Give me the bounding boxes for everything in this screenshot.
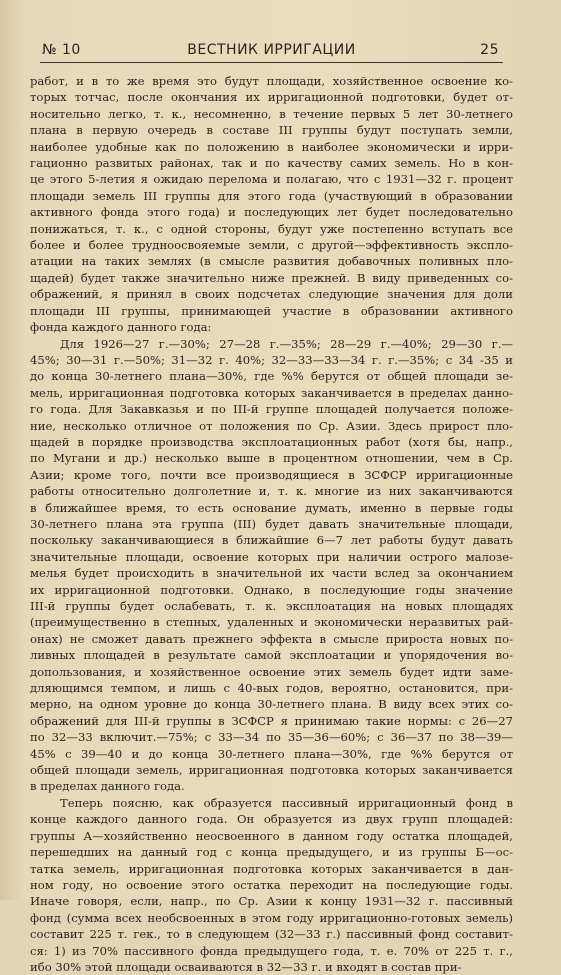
text-line: площади III группы, принимающей участие в образовании активного [30,303,513,318]
text-line: работ, и в то же время это будут площади, хозяйственное освоение ко- [30,74,513,88]
text-line: понижаться, т. к., с одной стороны, будут уже постепенно вступать все [30,221,513,236]
issue-number: № 10 [42,42,81,58]
text-line: мелья будет происходить в значительной их части вслед за окончанием [30,566,513,581]
text-line: ображений, я принял в своих подсчетах следующие значения для доли [30,287,513,302]
text-line: активного фонда этого года) и последующих лет будет последовательно [30,205,513,220]
text-line: ном году, но освоение этого остатка переходит на последующие годы. [30,877,513,892]
text-line: атации на таких землях (в смысле развития добавочных поливных пло- [30,254,513,269]
text-line: 45% с 39—40 и до конца 30-летнего плана—30%, где %% берутся от [30,746,513,761]
text-line: мель, ирригационная подготовка которых заканчивается в пределах данно- [30,385,513,400]
text-line: перешедших на данный год с конца предыдущего, и из группы Б—ос- [30,845,513,860]
text-line: ся: 1) из 70% пассивного фонда предыдущего года, т. е. 70% от 225 т. г., [30,943,513,958]
text-line: ибо 30% этой площади осваиваются в 32—33 г. и входят в состав при- [30,959,462,974]
text-line: допользования, и хозяйственное освоение этих земель будет идти заме- [30,664,513,679]
text-line: наиболее удобные как по положению в наиболее экономически и ирри- [30,139,513,154]
page-number: 25 [480,42,499,58]
text-line: работы относительно долголетние и, т. к. многие из них заканчиваются [30,484,513,499]
text-line: в ближайшее время, то есть основание думать, именно в первые годы [30,500,513,515]
text-line: площади земель III группы для этого года (участвующий в образовании [30,188,513,203]
article-body [30,73,513,975]
text-line: конце каждого данного года. Он образуется из двух групп площадей: [30,812,513,827]
text-line: фонд (сумма всех необсвоенных в этом году ирригационно-готовых земель) [30,910,513,925]
text-line: дляющимся темпом, и лишь с 40-вых годов, вероятно, остановится, при- [30,681,513,696]
text-line: группы А—хозяйственно неосвоенного в данном году остатка площадей, [30,828,513,843]
text-line: поскольку заканчивающиеся в ближайшие 6—7 лет работы будут давать [30,533,513,548]
text-line: более и более трудноосвояемые земли, с другой—эффективность экспло- [30,238,513,253]
text-line: ливных площадей в результате самой эксплоатации и упорядочения во- [30,648,513,663]
text-line: общей площади земель, ирригационная подготовка которых заканчивается [30,763,513,778]
text-line: Для 1926—27 г.—30%; 27—28 г.—35%; 28—29 г.—40%; 29—30 г.— [60,336,513,351]
text-line: в пределах данного года. [30,779,185,794]
text-line: Теперь поясню, как образуется пассивный ирригационный фонд в [60,795,513,810]
text-line: щадей в порядке производства эксплоатационных работ (хотя бы, напр., [30,434,513,449]
text-line: щадей) будет также значительно ниже прежней. В виду приведенных со- [30,270,513,285]
text-line: ображений для III-й группы в ЗСФСР я принимаю такие нормы: с 26—27 [30,713,513,728]
text-line: до конца 30-летнего плана—30%, где %% берутся от общей площади зе- [30,369,513,384]
paragraph [30,795,513,975]
text-line: 45%; 30—31 г.—50%; 31—32 г. 40%; 32—33—33—34 г. г.—35%; с 34 -35 и [30,352,513,367]
text-line: носительно легко, т. к., несомненно, в течение первых 5 лет 30-летнего [30,106,513,121]
text-line: по Мугани и др.) несколько выше в процентном отношении, чем в Ср. [30,451,513,466]
text-line: по 32—33 включит.—75%; с 33—34 по 35—36—60%; с 36—37 по 38—39— [30,730,513,745]
text-line: их ирригационной подготовки. Однако, в последующие годы значение [30,582,513,597]
text-line: го года. Для Закавказья и по III-й группе площадей получается положе- [30,402,513,417]
paragraph [30,73,513,336]
text-line: татка земель, ирригационная подготовка которых заканчивается в дан- [30,861,513,876]
text-line: плана в первую очередь в составе III группы будут поступать земли, [30,123,513,138]
text-line: Азии; кроме того, почти все производящиеся в ЗСФСР ирригационные [30,467,513,482]
text-line: 30-летнего плана эта группа (III) будет давать значительные площади, [30,516,513,531]
paragraph [30,336,513,795]
text-line: гационно развитых районах, так и по качеству самих земель. Но в кон- [30,156,513,171]
text-line: ние, несколько отличное от положения по Ср. Азии. Здесь прирост пло- [30,418,513,433]
text-line: фонда каждого данного года: [30,320,212,335]
text-line: це этого 5-летия я ожидаю перелома и полагаю, что с 1931—32 г. процент [30,172,513,187]
text-line: торых тотчас, после окончания их ирригационной подготовки, будет от- [30,90,513,105]
text-line: Иначе говоря, если, напр., по Ср. Азии к концу 1931—32 г. пассивный [30,894,513,909]
text-line: мерно, на одном уровне до конца 30-летнего плана. В виду всех этих со- [30,697,513,712]
text-line: III-й группы будет ослабевать, т. к. эксплоатация на новых площадях [30,599,513,613]
journal-title: ВЕСТНИК ИРРИГАЦИИ [187,42,356,58]
running-header [40,38,503,63]
text-line: значительные площади, освоение которых при наличии острого малозе- [30,549,513,564]
text-line: составит 225 т. гек., то в следующем (32—33 г.) пассивный фонд составит- [30,927,513,942]
text-line: (преимущественно в степных, удаленных и экономически неразвитых рай- [30,615,513,630]
text-line: онах) не сможет давать прежнего эффекта в смысле прироста новых по- [30,631,513,646]
